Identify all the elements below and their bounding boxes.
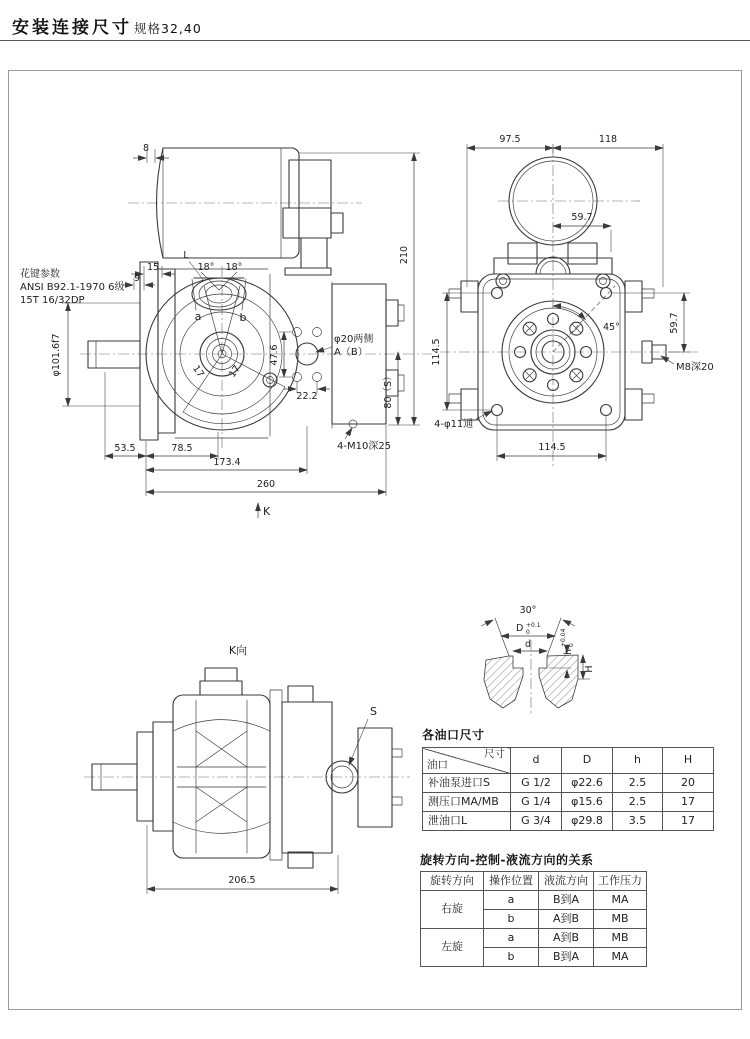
col-header-d: d [511, 748, 562, 774]
col-header-pressure: 工作压力 [594, 872, 647, 891]
flow-dir: A到B [539, 929, 594, 948]
port-h: 3.5 [613, 812, 663, 831]
port-H: 17 [663, 793, 714, 812]
dim-45-label: 45° [603, 322, 620, 333]
dim-59-7-right-label: 59.7 [669, 312, 680, 334]
spline-detail [481, 605, 595, 714]
rotation-table-header-row [421, 872, 647, 891]
port-d: G 3/4 [511, 812, 562, 831]
col-header-position: 操作位置 [484, 872, 539, 891]
front-view [431, 134, 714, 466]
dim-shaft-dia-label: φ101.6f7 [51, 333, 62, 377]
col-header-h: h [613, 748, 663, 774]
port-table-title: 各油口尺寸 [422, 728, 485, 742]
op-position: b [484, 910, 539, 929]
page-subtitle: 规格32,40 [134, 21, 202, 36]
dim-22-2-label: 22.2 [296, 391, 318, 402]
dim-47-6-label: 47.6 [269, 344, 280, 366]
spline-note-line3: 15T 16/32DP [20, 295, 85, 306]
port-h: 2.5 [613, 774, 663, 793]
dim-114-5-left-label: 114.5 [431, 338, 442, 366]
dim-30-label: 30° [519, 605, 537, 616]
label-d-minor: d [524, 639, 532, 650]
dim-59-7-top-label: 59.7 [571, 212, 593, 223]
rotation-dir: 右旋 [421, 891, 484, 929]
flow-dir: B到A [539, 891, 594, 910]
rotation-table [420, 871, 647, 967]
k-view-label: K向 [228, 644, 248, 657]
col-header-rotation: 旋转方向 [421, 872, 484, 891]
work-pressure: MA [594, 948, 647, 967]
port-name: 测压口MA/MB [423, 793, 511, 812]
rotation-dir: 左旋 [421, 929, 484, 967]
dim-17-left-label: 17 [190, 363, 207, 380]
port-table-corner-cell [423, 748, 511, 774]
tol-d-lower: 0 [526, 629, 530, 636]
dim-260-label: 260 [256, 479, 276, 490]
dim-173-4-label: 173.4 [213, 457, 241, 468]
corner-label-port: 油口 [427, 759, 448, 772]
flow-dir: B到A [539, 948, 594, 967]
rotation-table-title: 旋转方向-控制-液流方向的关系 [420, 853, 594, 867]
dim-17-right-label: 17 [226, 363, 243, 380]
work-pressure: MA [594, 891, 647, 910]
table-row [423, 793, 714, 812]
col-header-D: D [562, 748, 613, 774]
op-position: a [484, 891, 539, 910]
label-l: L [183, 250, 189, 261]
label-h-cap: H [584, 665, 595, 673]
port-H: 20 [663, 774, 714, 793]
op-position: a [484, 929, 539, 948]
note-port-name: A（B） [334, 347, 368, 358]
note-holes: 4-φ11通 [434, 419, 474, 430]
tol-h-upper: +0.04 [560, 628, 567, 647]
k-view [84, 643, 410, 894]
dim-80s-label: 80（S） [383, 371, 394, 409]
tol-d-upper: +0.1 [526, 622, 541, 629]
label-d-major: D [516, 623, 524, 634]
tol-h-lower: 0 [568, 643, 575, 647]
dim-18-left-label: 18° [197, 262, 215, 273]
dim-206-5-label: 206.5 [228, 875, 256, 886]
dim-18-right-label: 18° [225, 262, 243, 273]
port-d: G 1/2 [511, 774, 562, 793]
dim-53-5-label: 53.5 [114, 443, 136, 454]
side-view [20, 143, 432, 518]
dim-118-label: 118 [598, 134, 618, 145]
port-name: 补油泵进口S [423, 774, 511, 793]
note-tap: 4-M10深25 [337, 441, 392, 452]
op-position: b [484, 948, 539, 967]
port-D: φ22.6 [562, 774, 613, 793]
label-b: b [239, 311, 247, 324]
dim-97-5-label: 97.5 [499, 134, 521, 145]
label-a: a [194, 310, 202, 323]
dim-78-5-label: 78.5 [171, 443, 193, 454]
table-row [421, 929, 647, 948]
dim-114-5-bottom-label: 114.5 [538, 442, 566, 453]
note-m8: M8深20 [676, 362, 714, 373]
label-h: h [563, 648, 574, 655]
dim-210-label: 210 [399, 245, 410, 265]
table-row [421, 891, 647, 910]
corner-label-size: 尺寸 [484, 748, 505, 760]
spline-note-line2: ANSI B92.1-1970 6级 [20, 282, 125, 293]
note-port-dia: φ20两侧 [334, 334, 374, 345]
port-D: φ29.8 [562, 812, 613, 831]
port-h: 2.5 [613, 793, 663, 812]
label-k-arrow: K [263, 505, 271, 518]
port-D: φ15.6 [562, 793, 613, 812]
label-s: S [370, 705, 377, 718]
work-pressure: MB [594, 910, 647, 929]
spline-note-line1: 花键参数 [20, 269, 60, 280]
port-table-header-row [423, 748, 714, 774]
work-pressure: MB [594, 929, 647, 948]
port-d: G 1/4 [511, 793, 562, 812]
dim-9-label: 9 [133, 273, 141, 284]
flow-dir: A到B [539, 910, 594, 929]
table-row [423, 812, 714, 831]
page-title: 安装连接尺寸 [12, 18, 132, 38]
col-header-H: H [663, 748, 714, 774]
port-size-table [422, 747, 714, 831]
port-H: 17 [663, 812, 714, 831]
col-header-flow: 液流方向 [539, 872, 594, 891]
dim-8-label: 8 [142, 143, 150, 154]
table-row [423, 774, 714, 793]
port-name: 泄油口L [423, 812, 511, 831]
dim-15-label: 15 [146, 262, 160, 273]
